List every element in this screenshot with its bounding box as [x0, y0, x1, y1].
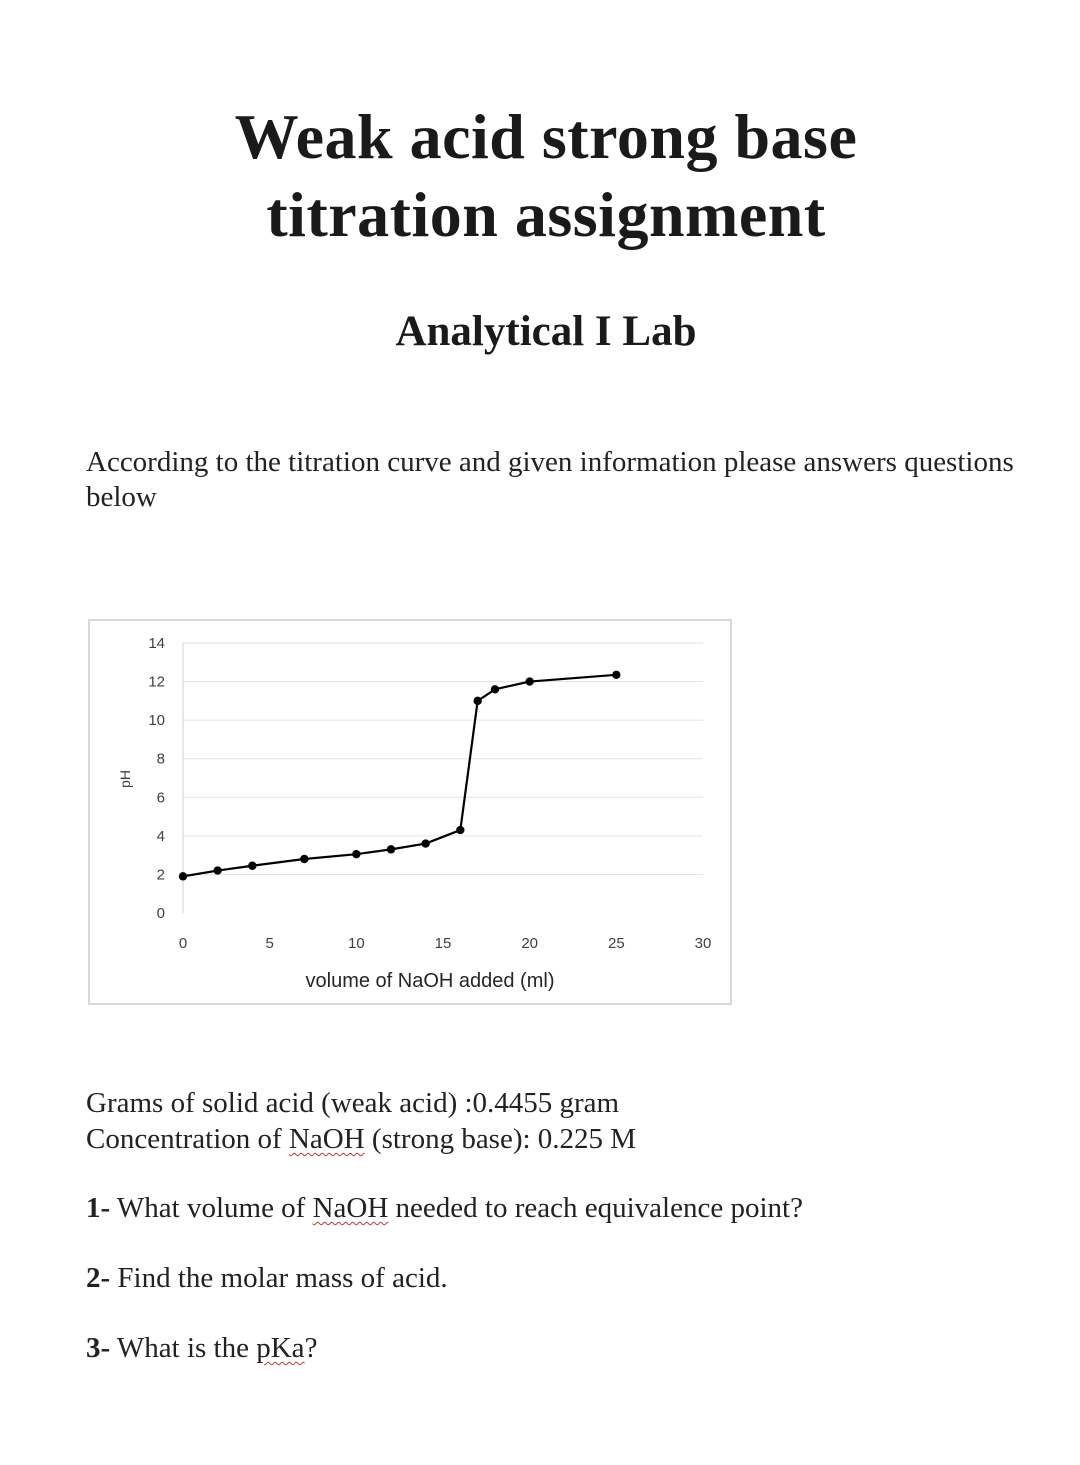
y-tick-label-14: 14	[148, 635, 165, 652]
question-1-naoh-word: NaOH	[312, 1192, 389, 1224]
x-tick-label-15: 15	[434, 935, 452, 952]
series-line-0	[183, 675, 616, 877]
data-point-4	[248, 862, 256, 870]
chart-svg	[90, 621, 730, 1003]
x-tick-label-10: 10	[347, 935, 365, 952]
chart-gridlines	[183, 643, 703, 913]
conc-suffix: (strong base): 0.225 M	[364, 1123, 637, 1155]
y-tick-label-0: 0	[156, 905, 165, 922]
question-1-number: 1-	[86, 1192, 111, 1224]
data-point-2	[213, 866, 221, 874]
question-3	[86, 1330, 317, 1366]
question-1	[86, 1190, 803, 1226]
question-1-suffix: needed to reach equivalence point?	[388, 1192, 803, 1224]
conc-naoh-word: NaOH	[288, 1123, 365, 1155]
x-tick-label-30: 30	[694, 935, 712, 952]
y-tick-label-2: 2	[156, 866, 165, 884]
data-point-25	[612, 671, 620, 679]
data-point-7	[300, 855, 308, 863]
y-tick-label-6: 6	[156, 789, 165, 807]
document-title	[0, 98, 1080, 254]
chart-series-line	[183, 675, 616, 877]
chart-x-axis-title: volume of NaOH added (ml)	[305, 970, 555, 992]
data-point-17	[473, 697, 481, 705]
data-point-12	[387, 845, 395, 853]
y-tick-label-12: 12	[148, 673, 165, 691]
title-line-2: titration assignment	[266, 179, 826, 250]
data-point-14	[421, 839, 429, 847]
conc-prefix: Concentration of	[86, 1123, 289, 1155]
document-subtitle: Analytical I Lab	[395, 308, 697, 355]
x-tick-label-0: 0	[178, 935, 188, 952]
question-2-text: Find the molar mass of acid.	[110, 1262, 448, 1294]
x-tick-label-20: 20	[521, 935, 539, 952]
y-tick-label-10: 10	[148, 712, 165, 730]
question-2	[86, 1260, 448, 1296]
y-tick-label-4: 4	[156, 827, 165, 845]
naoh-concentration	[86, 1121, 636, 1157]
question-3-pka-word: pKa	[256, 1332, 305, 1364]
chart-y-axis-title: pH	[117, 770, 133, 788]
data-point-16	[456, 826, 464, 834]
question-3-number: 3-	[86, 1332, 111, 1364]
intro-paragraph: According to the titration curve and given information please answers questions below	[86, 446, 1014, 513]
y-tick-label-8: 8	[156, 750, 165, 768]
chart-x-ticks	[179, 935, 712, 952]
data-point-20	[525, 677, 533, 685]
question-3-suffix: ?	[304, 1332, 318, 1364]
chart-data-points	[179, 671, 621, 881]
data-point-10	[352, 850, 360, 858]
given-information	[86, 1085, 636, 1157]
x-tick-label-5: 5	[265, 935, 274, 952]
question-3-prefix: What is the	[110, 1332, 257, 1364]
titration-chart	[88, 619, 732, 1005]
question-2-number: 2-	[86, 1262, 111, 1294]
data-point-0	[179, 872, 187, 880]
grams-of-acid: Grams of solid acid (weak acid) :0.4455 gram	[86, 1087, 620, 1119]
question-1-prefix: What volume of	[110, 1192, 313, 1224]
data-point-18	[491, 685, 499, 693]
chart-y-ticks	[148, 635, 165, 922]
title-line-1: Weak acid strong base	[234, 101, 858, 172]
x-tick-label-25: 25	[607, 935, 625, 952]
